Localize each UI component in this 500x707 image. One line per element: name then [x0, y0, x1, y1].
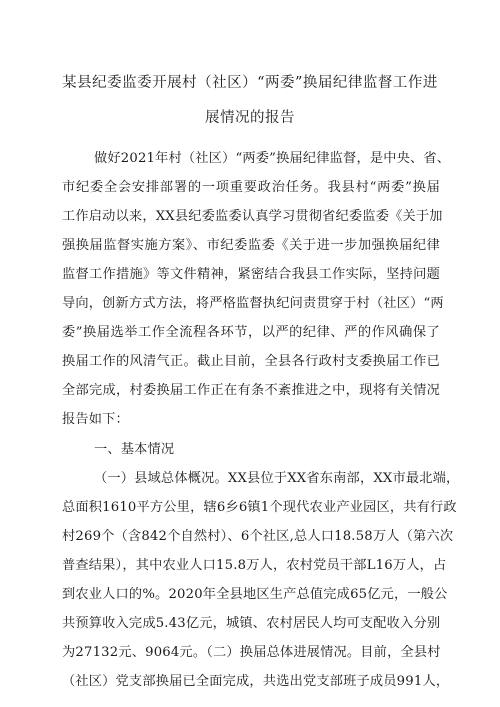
paragraph-line: 共预算收入完成5.43亿元，城镇、农村居民人均可支配收入分别: [62, 616, 441, 631]
paragraph-line: 全部完成，村委换届工作正在有条不紊推进之中，现将有关情况: [62, 383, 440, 398]
paragraph-line: 换届工作的风清气正。截止目前，全县各行政村支委换届工作已: [62, 354, 440, 369]
paragraph-line: 村269个（含842个自然村）、6个社区,总人口18.58万人（第六次: [62, 529, 454, 544]
paragraph-line: （社区）党支部换届已全面完成，共选出党支部班子成员991人，: [62, 674, 450, 689]
paragraph-line: （一）县域总体概况。XX县位于XX省东南部，XX市最北端，: [94, 471, 460, 486]
paragraph-line: 总面积1610平方公里，辖6乡6镇1个现代农业产业园区，共有行政: [62, 500, 457, 515]
paragraph-line: 市纪委全会安排部署的一项重要政治任务。我县村“两委”换届: [62, 180, 440, 195]
paragraph-line: 普查结果），其中农业人口15.8万人，农村党员干部L16万人，占: [62, 558, 447, 573]
document-title-line-2: 展情况的报告: [205, 110, 295, 126]
section-heading: 一、基本情况: [94, 442, 175, 457]
paragraph-line: 委”换届选举工作全流程各环节，以严的纪律、严的作风确保了: [62, 325, 440, 340]
paragraph-line: 做好2021年村（社区）“两委”换届纪律监督，是中央、省、: [94, 151, 451, 166]
paragraph-line: 报告如下：: [62, 412, 129, 427]
document-title-line-1: 某县纪委监委开展村（社区）“两委”换届纪律监督工作进: [62, 75, 438, 91]
paragraph-line: 监督工作措施》等文件精神，紧密结合我县工作实际，坚持问题: [62, 267, 440, 282]
paragraph-line: 到农业人口的%。2020年全县地区生产总值完成65亿元，一般公: [62, 587, 448, 602]
paragraph-line: 导向，创新方式方法，将严格监督执纪问责贯穿于村（社区）“两: [62, 296, 444, 311]
paragraph-line: 为27132元、9064元。（二）换届总体进展情况。目前，全县村: [62, 645, 441, 660]
paragraph-line: 强换届监督实施方案》、市纪委监委《关于进一步加强换届纪律: [62, 238, 440, 253]
paragraph-line: 工作启动以来，XX县纪委监委认真学习贯彻省纪委监委《关于加: [62, 209, 443, 224]
